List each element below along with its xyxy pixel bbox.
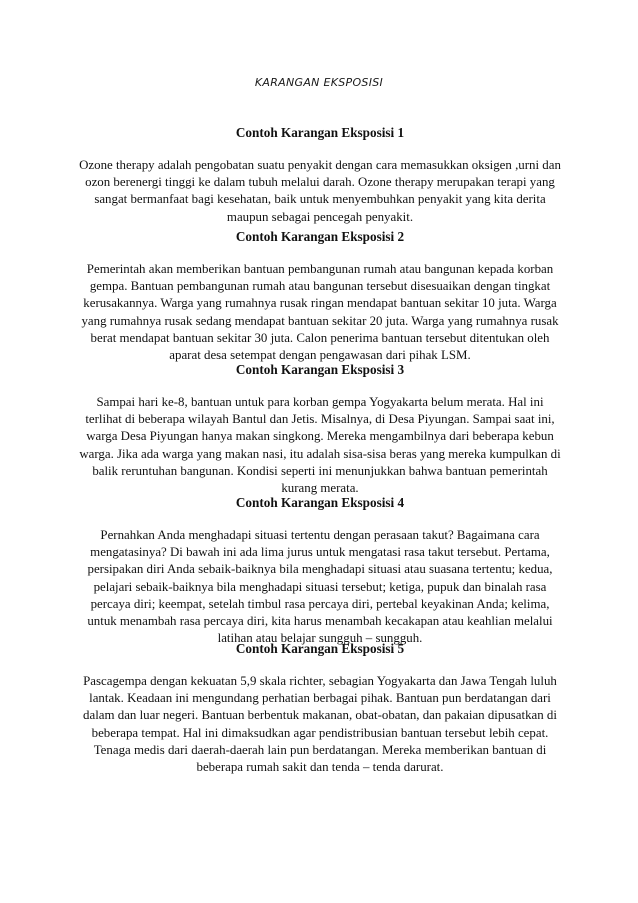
section-paragraph: Pernahkan Anda menghadapi situasi tertentu dengan perasaan takut? Bagaimana cara mengatasinya? Di bawah ini ada lima jurus untuk mengatasi rasa takut tersebut. Pertama, persipakan diri Anda sebaik-baiknya bila menghadapi situasi atau suasana tertentu; kedua, pelajari sebaik-baiknya bila menghadapi situasi tersebut; ketiga, pupuk dan binalah rasa percaya diri; keempat, setelah timbul rasa percaya diri, pertebal keyakinan Anda; kelima, untuk menambah rasa percaya diri, kita harus menambah kecakapan atau keahlian melalui latihan atau belajar sungguh – sungguh.	[87, 528, 553, 646]
essay-section-5	[78, 641, 562, 776]
section-heading: Contoh Karangan Eksposisi 5	[235, 641, 405, 656]
section-paragraph: Pemerintah akan memberikan bantuan pembangunan rumah atau bangunan kepada korban gempa. Bantuan pembangunan rumah atau bangunan tersebut disesuaikan dengan tingkat kerusakannya. Warga yang rumahnya rusak ringan mendapat bantuan sekitar 10 juta. Warga yang rumahnya rusak sedang mendapat bantuan sekitar 20 juta. Warga yang rumahnya rusak berat mendapat bantuan sekitar 30 juta. Calon penerima bantuan tersebut ditentukan oleh aparat desa setempat dengan pengawasan dari pihak LSM.	[81, 262, 559, 363]
essay-section-1	[78, 125, 562, 226]
section-paragraph: Ozone therapy adalah pengobatan suatu penyakit dengan cara memasukkan oksigen ,urni dan ozon berenergi tinggi ke dalam tubuh melalui darah. Ozone therapy merupakan terapi yang sangat bermanfaat bagi kesehatan, baik untuk menyembuhkan penyakit yang kita derita maupun sebagai pencegah penyakit.	[79, 158, 561, 224]
section-paragraph: Sampai hari ke-8, bantuan untuk para korban gempa Yogyakarta belum merata. Hal ini terlihat di beberapa wilayah Bantul dan Jetis. Misalnya, di Desa Piyungan. Sampai saat ini, warga Desa Piyungan hanya makan singkong. Mereka mengambilnya dari beberapa kebun warga. Jika ada warga yang makan nasi, itu adalah sisa-sisa beras yang mereka kumpulkan di balik reruntuhan bangunan. Kondisi seperti ini menunjukkan bahwa bantuan pemerintah kurang merata.	[79, 395, 561, 496]
section-heading: Contoh Karangan Eksposisi 2	[235, 229, 405, 244]
document-title: KARANGAN EKSPOSISI	[254, 76, 384, 89]
essay-section-2	[78, 229, 562, 364]
essay-section-4	[78, 495, 562, 647]
section-heading: Contoh Karangan Eksposisi 4	[235, 495, 405, 510]
section-heading: Contoh Karangan Eksposisi 1	[235, 125, 405, 140]
essay-section-3	[78, 362, 562, 497]
section-paragraph: Pascagempa dengan kekuatan 5,9 skala richter, sebagian Yogyakarta dan Jawa Tengah luluh lantak. Keadaan ini mengundang perhatian berbagai pihak. Bantuan pun berdatangan dari dalam dan luar negeri. Bantuan berbentuk makanan, obat-obatan, dan pakaian dipusatkan di beberapa tempat. Hal ini dimaksudkan agar pendistribusian bantuan tersebut lebih cepat. Tenaga medis dari daerah-daerah lain pun berdatangan. Mereka memberikan bantuan di beberapa rumah sakit dan tenda – tenda darurat.	[83, 674, 557, 775]
section-heading: Contoh Karangan Eksposisi 3	[235, 362, 405, 377]
